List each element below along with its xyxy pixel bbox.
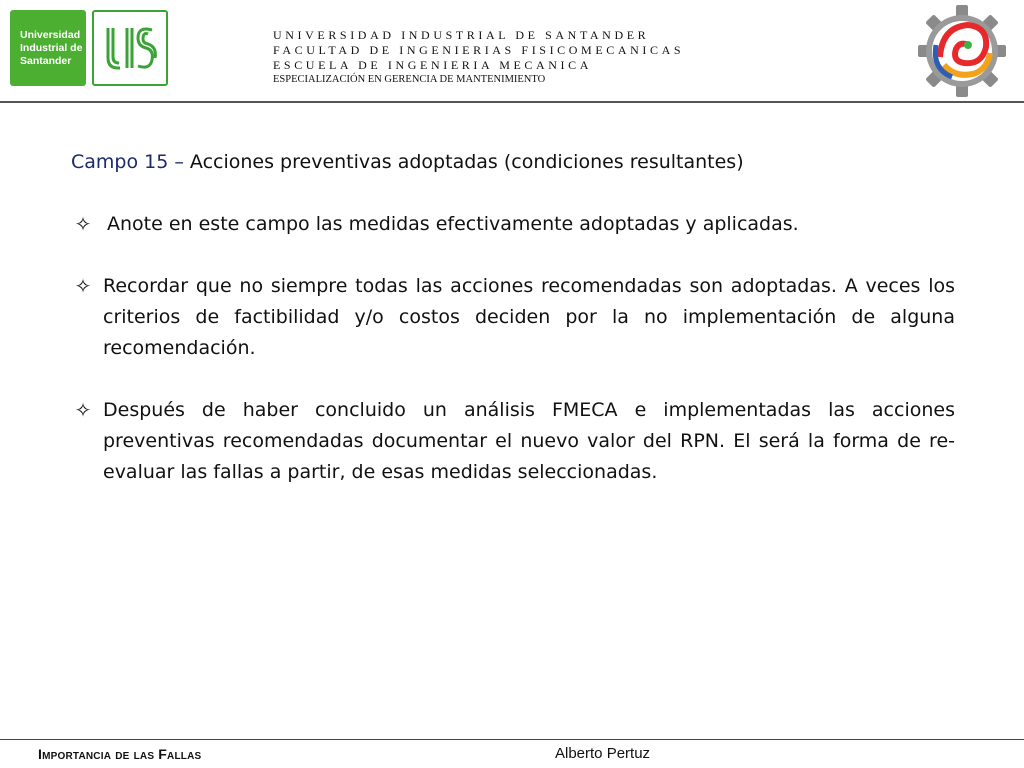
- gear-swirl-logo-icon: [918, 4, 1006, 98]
- institution-line-school: ESCUELA DE INGENIERIA MECANICA: [273, 58, 592, 72]
- uis-logo-text: [10, 10, 86, 86]
- uis-monogram-icon: [94, 12, 166, 84]
- footer-divider: [0, 739, 1024, 740]
- logo-line-3: Santander: [20, 54, 72, 67]
- title-description: Acciones preventivas adoptadas (condiciones resultantes): [189, 151, 744, 173]
- header-divider: [0, 101, 1024, 103]
- star-bullet-icon: ✧: [74, 274, 92, 298]
- title-dash: –: [174, 151, 184, 173]
- star-bullet-icon: ✧: [74, 398, 92, 422]
- slide-title: [71, 147, 744, 177]
- slide-header: [0, 0, 1024, 102]
- institution-line-university: UNIVERSIDAD INDUSTRIAL DE SANTANDER: [273, 28, 650, 42]
- bullet-text-3: Después de haber concluido un análisis FMECA e implementadas las acciones preventivas recomendadas documentar el nuevo valor del RPN. El será la forma de re- evaluar las fallas a partir, de esas medidas seleccionadas.: [103, 399, 955, 483]
- footer-author: Alberto Pertuz: [555, 745, 651, 762]
- institution-line-faculty: FACULTAD DE INGENIERIAS FISICOMECANICAS: [273, 43, 685, 57]
- title-field-number: Campo 15: [71, 151, 169, 173]
- logo-line-1: Universidad: [20, 28, 81, 41]
- institution-line-specialization: ESPECIALIZACIÓN EN GERENCIA DE MANTENIMIENTO: [273, 74, 546, 85]
- bullet-text-2: Recordar que no siempre todas las acciones recomendadas son adoptadas. A veces los criterios de factibilidad y/o costos deciden por la no implementación de alguna recomendación.: [103, 275, 955, 359]
- bullet-text-1: Anote en este campo las medidas efectivamente adoptadas y aplicadas.: [107, 213, 799, 235]
- star-bullet-icon: ✧: [74, 212, 92, 236]
- logo-line-2: Industrial de: [20, 41, 83, 54]
- footer-topic: Importancia de las Fallas: [38, 746, 202, 762]
- uis-monogram-logo: [92, 10, 168, 86]
- institution-block: [273, 28, 684, 86]
